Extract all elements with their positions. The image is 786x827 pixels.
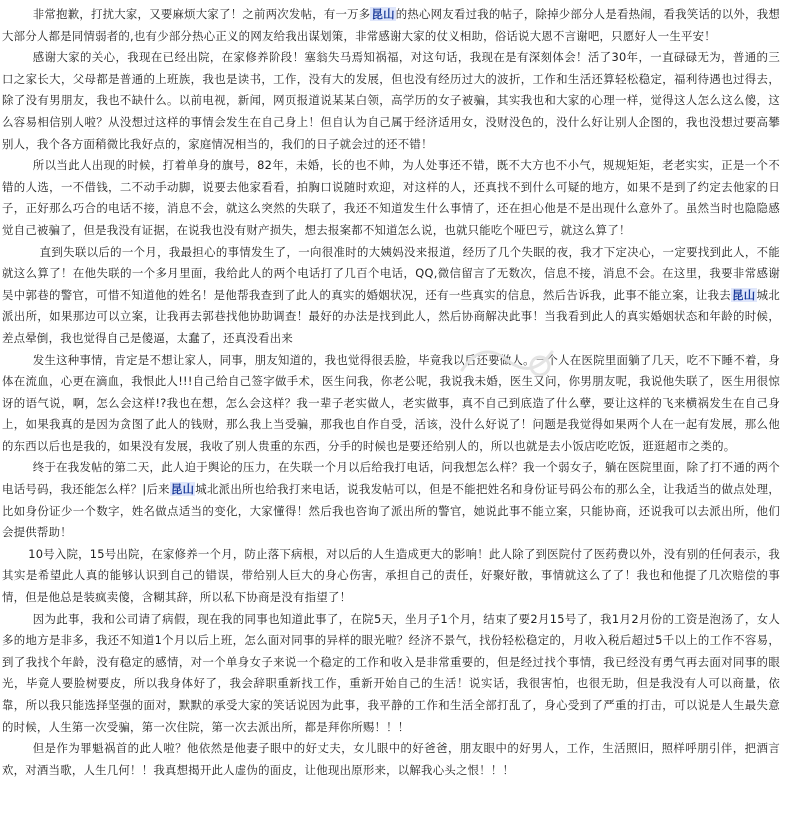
search-highlight: 昆山 bbox=[371, 7, 395, 21]
paragraph-text: 城北派出所也给我打来电话，说我发帖可以，但是不能把姓名和身份证号码公布的那么全，让我适当的做点处理，比如身份证少一个数字，姓名做点适当的变化，大家懂得！然后我也咨询了派出所的警官，她说此事不能立案，只能协商，还说我可以去派出所，他们会提供帮助！ bbox=[2, 482, 780, 540]
paragraph-3 bbox=[2, 155, 780, 241]
paragraph-text: 但是作为罪魁祸首的此人啦？他依然是他妻子眼中的好丈夫，女儿眼中的好爸爸，朋友眼中的好男人，工作，生活照旧，照样呼朋引伴，把酒言欢，对酒当歌，人生几何！！我真想揭开此人虚伪的面皮，让他现出原形来，以解我心头之恨！！！ bbox=[2, 741, 780, 777]
paragraph-1 bbox=[2, 4, 780, 47]
paragraph-text: 因为此事，我和公司请了病假，现在我的同事也知道此事了，在院5天，坐月子1个月，结束了要2月15号了，我1月2月份的工资是泡汤了，女人多的地方是非多，我还不知道1个月以后上班，怎么面对同事的异样的眼光啦？经济不景气，找份轻松稳定的，月收入税后超过5千以上的工作不容易，到了我找个年龄，没有稳定的感情，对一个单身女子来说一个稳定的工作和收入是非常重要的，但是经过找个事情，我已经没有勇气再去面对同事的眼光，毕竟人要脸树要皮，所以我身体好了，我会辞职重新找工作，重新开始自己的生活！说实话，我很害怕，也很无助，但是我没有人可以商量，依靠，所以我只能选择坚强的面对，默默的承受大家的笑话说因为此事，我平静的工作和生活全部打乱了，身心受到了严重的打击，可以说是人生最失意的时候，人生第一次受骗，第一次住院，第一次去派出所，都是拜你所赐！！！ bbox=[2, 611, 780, 734]
paragraph-text: 直到失联以后的一个月，我最担心的事情发生了，一向很准时的大姨妈没来报道，经历了几个失眠的夜，我才下定决心，一定要找到此人，不能就这么算了！在他失联的一个多月里面，我给此人的两个电话打了几百个电话，QQ,微信留言了无数次，信息不接，消息不会。在这里，我要非常感谢吴中郭巷的警官，可惜不知道他的姓名！是他帮我查到了此人的真实的婚姻状况，还有一些真实的信息，然后告诉我，此事不能立案，让我去 bbox=[2, 244, 780, 302]
paragraph-9 bbox=[2, 738, 780, 781]
paragraph-text: 城北派出所，如果那边可以立案，让我再去郭巷找他协助调查！最好的办法是找到此人，然后协商解决此事！当我看到此人的真实婚姻状态和年龄的时候，差点晕倒，我也觉得自己是傻逼，太蠢了，还真没看出来 bbox=[2, 287, 780, 345]
paragraph-5 bbox=[2, 350, 780, 458]
paragraph-text: 所以当此人出现的时候，打着单身的旗号，82年，未婚，长的也不帅，为人处事还不错，既不大方也不小气，规规矩矩，老老实实，正是一个不错的人选，一不借钱，二不动手动脚，说要去他家看看，拍胸口说随时欢迎，对这样的人，还真找不到什么可疑的地方，如果不是到了约定去他家的日子，正好那么巧合的电话不接，消息不会，就这么突然的失联了，我还不知道发生什么事情了，还在担心他是不是出现什么意外了。虽然当时也隐隐感觉自己被骗了，但是我没有证据，在说我也没有财产损失，想去报案都不知道怎么说，也就只能吃个哑巴亏，就这么算了！ bbox=[2, 158, 780, 237]
paragraph-7 bbox=[2, 544, 780, 609]
paragraph-text: 感谢大家的关心，我现在已经出院，在家修养阶段！塞翁失马焉知祸福，对这句话，我现在是有深刻体会！活了30年，一直碌碌无为，普通的三口之家长大，父母都是普通的上班族，我也是读书，工作，没有大的发展，但也没有经历过大的波折，工作和生活还算轻松稳定，福利待遇也过得去，除了没有男朋友，我也不缺什么。以前电视，新闻，网页报道说某某白领，高学历的女子被骗，其实我也和大家的心理一样，觉得这人怎么这么傻，这么容易相信别人啦？从没想过这样的事情会发生在自己身上！但自认为自己属于经济适用女，没财没色的，没什么好让别人企图的，我也没想过要高攀别人，我个各方面稍微比我好点的，家庭情况相当的，我们的日子就会过的还不错！ bbox=[2, 50, 780, 151]
search-highlight: 昆山 bbox=[732, 287, 756, 302]
paragraph-text: 10号入院，15号出院，在家修养一个月，防止落下病根，对以后的人生造成更大的影响！此人除了到医院付了医药费以外，没有别的任何表示，我其实是希望此人真的能够认识到自己的错误，带给别人巨大的身心伤害，承担自己的责任，好聚好散，事情就这么了了！我也和他提了几次赔偿的事情，但是他总是装疯卖傻，含糊其辞，所以私下协商是没有指望了！ bbox=[2, 546, 780, 605]
paragraph-text: 非常抱歉，打扰大家，又要麻烦大家了！之前两次发帖，有一万多 bbox=[32, 7, 371, 21]
paragraph-6 bbox=[2, 457, 780, 543]
paragraph-text: 终于在我发帖的第二天，此人迫于舆论的压力，在失联一个月以后给我打电话，问我想怎么样？我一个弱女子，躺在医院里面，除了打不通的两个电话号码，我还能怎么样？|后来 bbox=[2, 460, 780, 497]
paragraph-4 bbox=[2, 242, 780, 350]
paragraph-text: 发生这种事情，肯定是不想让家人，同事，朋友知道的，我也觉得很丢脸，毕竟我以后还要做人。一个人在医院里面躺了几天，吃不下睡不着，身体在流血，心更在滴血，我恨此人!!!自己给自己签字做手术，医生问我，你老公呢，我说我未婚，医生又问，你男朋友呢，我说他失联了，医生用很惊讶的语气说，啊，怎么会这样!?我也在想，怎么会这样？我一辈子老实做人，老实做事，真不自己到底造了什么孽，要让这样的飞来横祸发生在自己身上，如果我真的是因为贪图了此人的钱财，那么我上当受骗，那我也自作自受，活该，没什么好说了！问题是我觉得如果两个人在一起有发展，那么他的东西以后也是我的，如果没有发展，我收了别人贵重的东西，分手的时候也是要还给别人的，所以也就是去小饭店吃吃饭，逛逛超市之类的。 bbox=[2, 352, 780, 453]
post-body bbox=[2, 4, 780, 781]
paragraph-text: 的热心网友看过我的帖子，除掉少部分人是看热闹，看我笑话的以外，我想大部分人都是同情弱者的,也有少部分热心正义的网友给我出谋划策，非常感谢大家的仗义相助，俗话说大恩不言谢吧，只愿好人一生平安！ bbox=[2, 7, 780, 43]
paragraph-8 bbox=[2, 609, 780, 739]
search-highlight: 昆山 bbox=[170, 482, 195, 497]
paragraph-2 bbox=[2, 47, 780, 155]
